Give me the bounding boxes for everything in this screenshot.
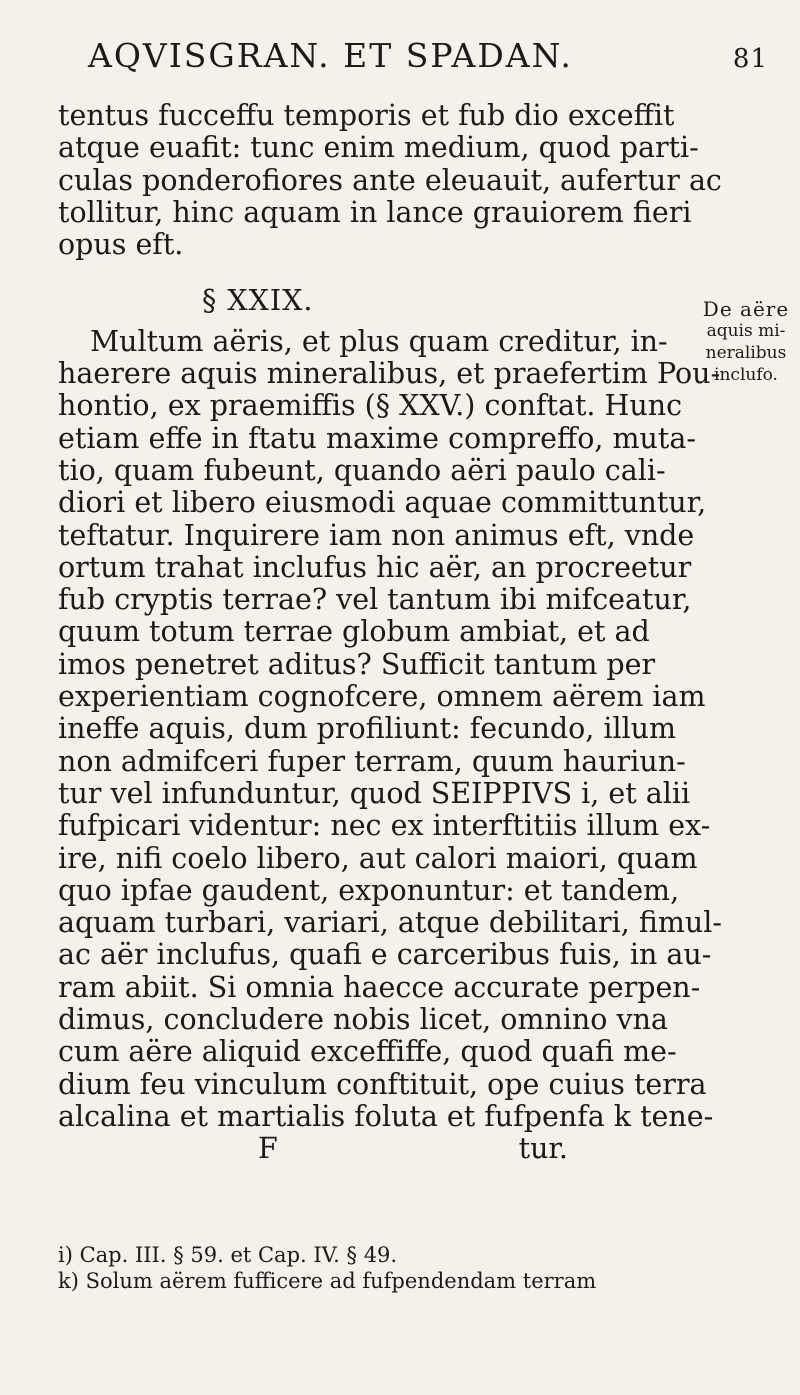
text-line: hontio, ex praemiffis (§ XXV.) conftat. Hunc <box>58 389 683 423</box>
page-number: 81 <box>732 44 768 74</box>
text-line: haerere aquis mineralibus, et praefertim Pou- <box>58 357 721 391</box>
footnotes <box>58 1242 758 1294</box>
margin-note-line: aquis mi- <box>706 321 786 341</box>
text-line: fub cryptis terrae? vel tantum ibi mifceatur, <box>58 583 692 617</box>
margin-note-line: inclufo. <box>714 365 778 385</box>
text-line: opus eft. <box>58 228 184 262</box>
signature-mark: F <box>258 1132 278 1166</box>
text-line: culas ponderofiores ante eleuauit, aufertur ac <box>58 163 722 197</box>
text-line: cum aëre aliquid exceffiffe, quod quafi me- <box>58 1035 677 1069</box>
margin-note <box>692 298 800 386</box>
section-heading: § XXIX. <box>202 284 314 318</box>
text-line: non admifceri fuper terram, quum hauriun- <box>58 744 686 778</box>
text-line: ortum trahat inclufus hic aër, an procreetur <box>58 550 692 584</box>
text-line: tur vel infunduntur, quod SEIPPIVS i, et alii <box>58 776 691 810</box>
margin-note-line: De aëre <box>702 297 790 321</box>
text-line: dimus, concludere nobis licet, omnino vna <box>58 1003 668 1037</box>
text-line: teftatur. Inquirere iam non animus eft, vnde <box>58 518 695 552</box>
body-text <box>58 99 722 1166</box>
footnote-k: k) Solum aërem fufficere ad fufpendendam terram <box>58 1269 597 1293</box>
text-line: ineffe aquis, dum profiliunt: fecundo, illum <box>58 712 677 746</box>
signature-line <box>58 1133 658 1165</box>
text-line: ram abiit. Si omnia haecce accurate perpen- <box>58 970 701 1004</box>
text-line: tentus fucceffu temporis et fub dio exceffit <box>58 99 675 132</box>
text-line: dium feu vinculum conftituit, ope cuius terra <box>58 1067 707 1101</box>
margin-note-line: neralibus <box>705 343 787 363</box>
catchword: tur. <box>518 1132 568 1166</box>
text-line: Multum aëris, et plus quam creditur, in- <box>90 324 668 358</box>
text-line: quum totum terrae globum ambiat, et ad <box>58 615 650 649</box>
text-line: experientiam cognofcere, omnem aërem iam <box>58 680 706 714</box>
footnote-i: i) Cap. III. § 59. et Cap. IV. § 49. <box>58 1243 398 1267</box>
text-line: ire, nifi coelo libero, aut calori maiori, quam <box>58 841 698 875</box>
text-line: aquam turbari, variari, atque debilitari, fimul- <box>58 906 722 940</box>
text-line: tio, quam fubeunt, quando aëri paulo cali- <box>58 453 666 487</box>
text-line: tollitur, hinc aquam in lance grauiorem fieri <box>58 195 692 229</box>
running-head <box>88 36 768 75</box>
text-line: diori et libero eiusmodi aquae committuntur, <box>58 486 707 520</box>
text-line: imos penetret aditus? Sufficit tantum per <box>58 647 656 681</box>
text-line: ac aër inclufus, quafi e carceribus fuis, in au- <box>58 938 712 972</box>
text-line: alcalina et martialis foluta et fufpenfa k tene- <box>58 1099 714 1133</box>
running-title: AQVISGRAN. ET SPADAN. <box>88 36 573 75</box>
text-line: atque euafit: tunc enim medium, quod parti- <box>58 131 699 165</box>
text-line: etiam effe in ftatu maxime compreffo, muta- <box>58 421 696 455</box>
text-line: quo ipfae gaudent, exponuntur: et tandem, <box>58 873 680 907</box>
text-line: fufpicari videntur: nec ex interftitiis illum ex- <box>58 809 711 843</box>
